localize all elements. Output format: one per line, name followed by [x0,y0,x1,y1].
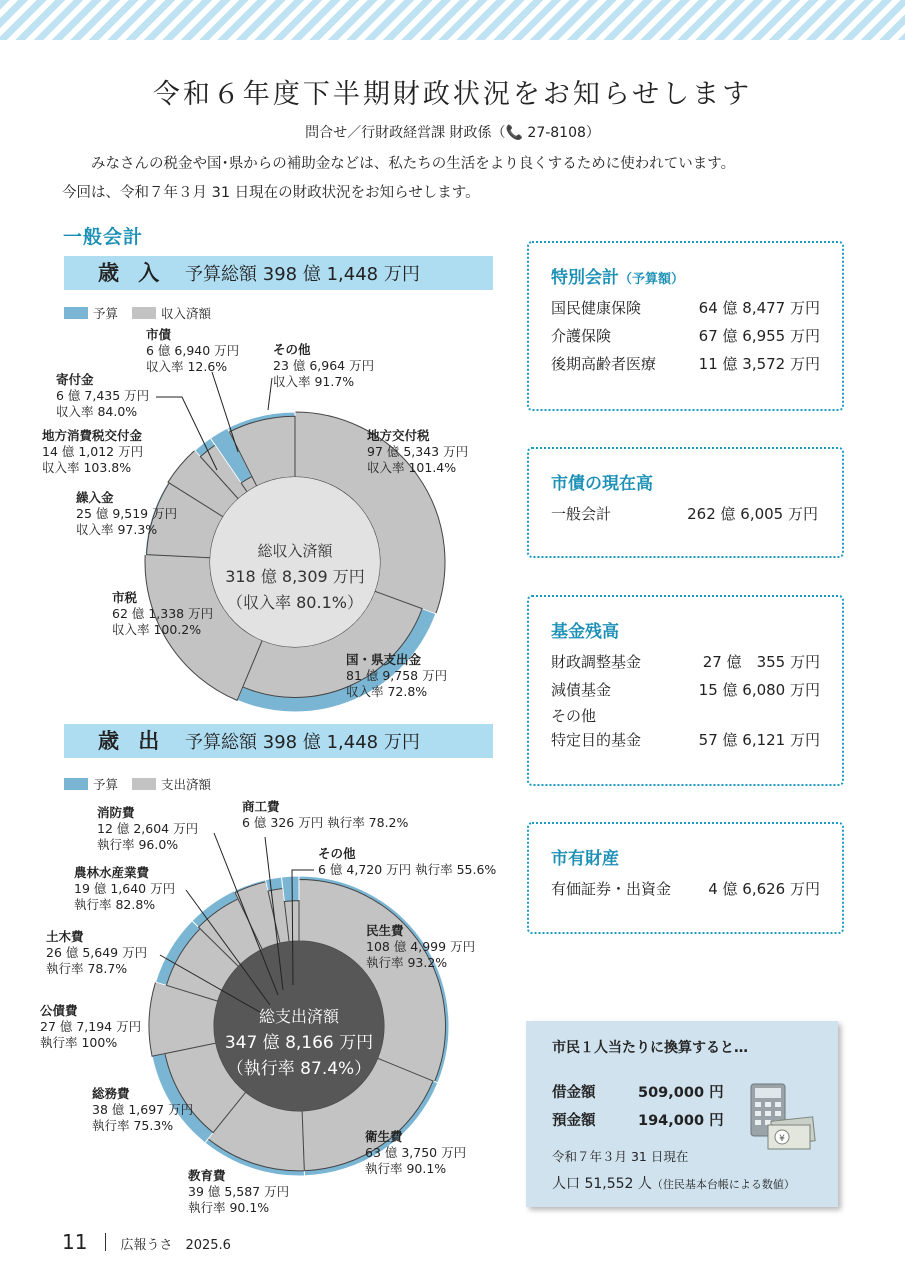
page-footer [62,1230,231,1254]
category-label: 民生費 108 億 4,999 万円執行率 93.2% [366,923,476,970]
intro-line-2: 今回は、令和７年３月 31 日現在の財政状況をお知らせします。 [62,185,480,201]
legend-actual-swatch [132,307,156,319]
page-number: 11 [62,1230,88,1254]
category-label: 消防費 12 億 2,604 万円執行率 96.0% [97,805,199,852]
calculator-money-icon [748,1081,818,1155]
center-label-1: 総支出済額 [258,1007,340,1026]
fund-row: 減債基金 15 億 6,080 万円 [551,681,820,699]
category-label: その他 23 億 6,964 万円収入率 91.7% [273,342,375,389]
category-label: 公債費 27 億 7,194 万円執行率 100% [40,1003,142,1050]
header-stripe [0,0,905,40]
category-label: 市税 62 億 1,338 万円収入率 100.2% [112,590,214,637]
page-title: 令和６年度下半期財政状況をお知らせします [152,79,753,110]
contact-info: 問合せ／行財政経営課 財政係（📞 27-8108） [305,125,600,141]
category-label: その他 6 億 4,720 万円 執行率 55.6% [318,846,497,877]
fund-row: 財政調整基金 27 億 355 万円 [551,653,820,671]
special-accounts-box [527,241,844,411]
category-label: 寄付金 6 億 7,435 万円収入率 84.0% [56,372,150,419]
legend-actual-swatch [132,778,156,790]
debt-per-capita: 借金額 509,000 円 [552,1085,724,1101]
center-label-1: 総収入済額 [257,542,333,560]
legend-actual-label: 収入済額 [161,306,212,321]
expenditure-chart [0,795,520,1225]
category-label: 繰入金 25 億 9,519 万円収入率 97.3% [76,490,178,537]
revenue-banner-label: 歳 入 [98,261,166,285]
property-row: 有価証券・出資金 4 億 6,626 万円 [551,880,820,898]
legend-budget-swatch [64,307,88,319]
revenue-chart [0,322,520,722]
special-account-row: 介護保険 67 億 6,955 万円 [551,327,820,345]
population-line: 人口 51,552 人（住民基本台帳による数値） [552,1176,795,1192]
category-label: 教育費 39 億 5,587 万円執行率 90.1% [188,1168,290,1215]
legend-budget-swatch [64,778,88,790]
expenditure-banner-label: 歳 出 [98,729,166,753]
debt-box [527,447,844,558]
special-account-row: 国民健康保険 64 億 8,477 万円 [551,299,820,317]
category-label: 衛生費 63 億 3,750 万円執行率 90.1% [365,1129,467,1176]
category-label: 市債 6 億 6,940 万円収入率 12.6% [146,327,240,374]
legend-budget-label: 予算 [93,306,119,321]
per-capita-box [526,1021,838,1207]
svg-text:¥: ¥ [779,1134,785,1144]
funds-title: 基金残高 [551,622,619,642]
legend-budget-label: 予算 [93,777,119,792]
revenue-legend [64,304,211,322]
fund-row: その他 [551,707,597,725]
intro-text [62,150,862,208]
property-box [527,822,844,934]
funds-box [527,595,844,786]
publication-name: 広報うさ 2025.6 [120,1238,231,1253]
center-disc [210,477,380,647]
intro-line-1: みなさんの税金や国･県からの補助金などは、私たちの生活をより良くするために使われています。 [91,156,736,172]
category-label: 地方消費税交付金 14 億 1,012 万円収入率 103.8% [42,428,144,475]
revenue-banner-total: 予算総額 398 億 1,448 万円 [185,264,420,285]
debt-row: 一般会計 262 億 6,005 万円 [551,505,818,523]
expenditure-banner [64,724,493,758]
center-disc [214,941,384,1111]
date-note: 令和７年３月 31 日現在 [552,1149,689,1164]
center-label-2: 347 億 8,166 万円 [224,1033,374,1053]
property-title: 市有財産 [551,849,619,869]
expenditure-legend [64,775,211,793]
category-label: 商工費 6 億 326 万円 執行率 78.2% [242,799,409,830]
leader-line [268,378,272,410]
center-label-3: （執行率 87.4%） [226,1059,372,1079]
expenditure-banner-total: 予算総額 398 億 1,448 万円 [185,732,420,753]
debt-title: 市債の現在高 [551,474,653,494]
general-account-title: 一般会計 [63,226,144,248]
center-label-3: （収入率 80.1%） [227,593,363,612]
center-label-2: 318 億 8,309 万円 [225,567,365,586]
special-account-row: 後期高齢者医療 11 億 3,572 万円 [551,355,820,373]
savings-per-capita: 預金額 194,000 円 [552,1113,724,1129]
special-accounts-title: 特別会計（予算額） [551,268,685,288]
category-label: 国・県支出金 81 億 9,758 万円収入率 72.8% [346,652,448,699]
revenue-banner [64,256,493,290]
category-label: 土木費 26 億 5,649 万円執行率 78.7% [46,929,148,976]
category-label: 地方交付税 97 億 5,343 万円収入率 101.4% [367,428,469,475]
fund-row: 特定目的基金 57 億 6,121 万円 [551,731,820,749]
legend-actual-label: 支出済額 [161,777,212,792]
category-label: 農林水産業費 19 億 1,640 万円執行率 82.8% [74,865,176,912]
category-label: 総務費 38 億 1,697 万円執行率 75.3% [92,1086,194,1133]
per-capita-heading: 市民１人当たりに換算すると… [552,1040,748,1056]
